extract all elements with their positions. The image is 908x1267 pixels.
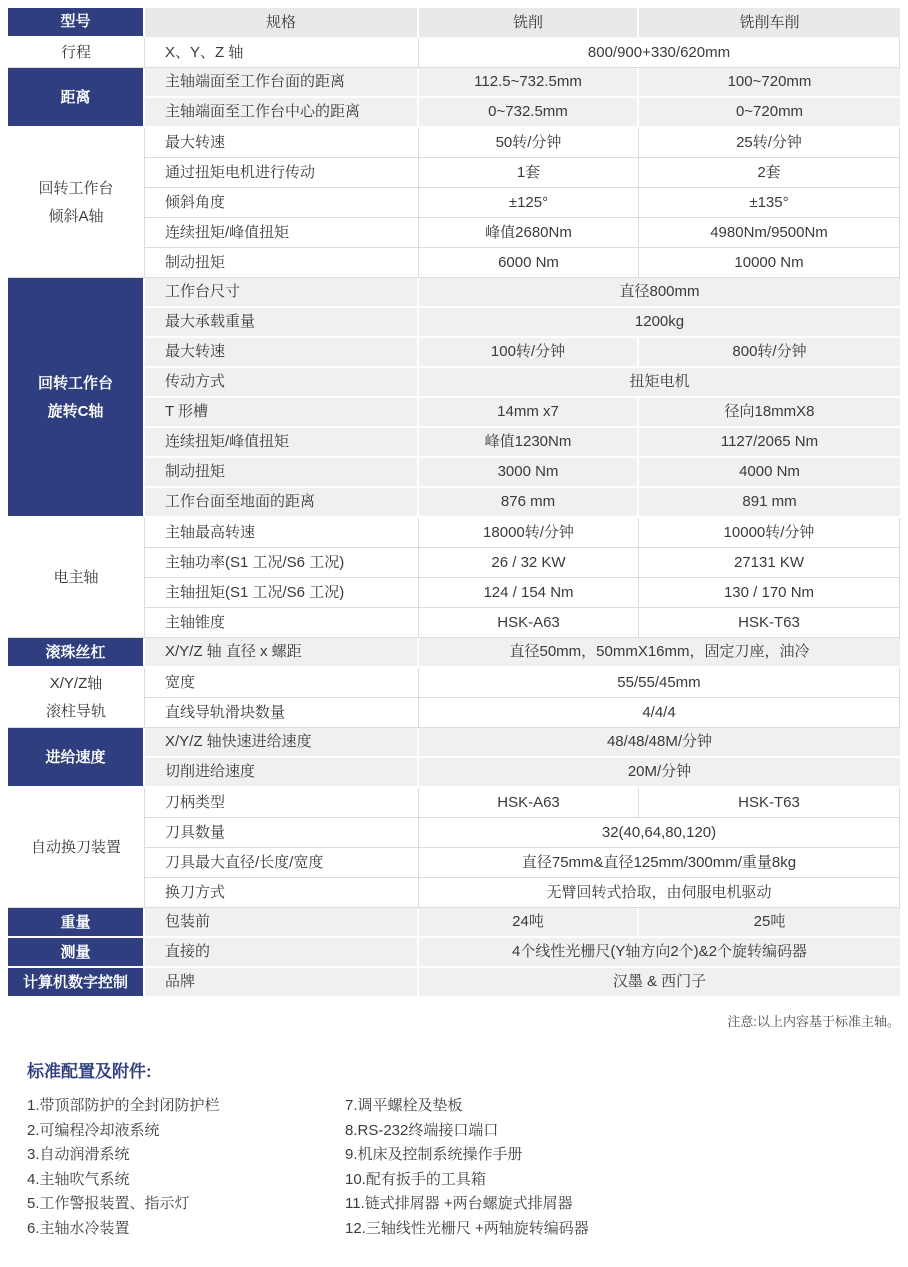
value-cell-milling: 124 / 154 Nm: [419, 578, 639, 608]
section-label-ball-screw: [8, 638, 145, 668]
header-spec-cell: 规格: [145, 8, 419, 38]
section-label-line: 距离: [60, 88, 91, 106]
spec-cell: 主轴扭矩(S1 工况/S6 工况): [145, 578, 419, 608]
value-cell-milling: 100转/分钟: [419, 338, 639, 368]
section-label-line: 进给速度: [45, 748, 106, 766]
footnote: 注意:以上内容基于标准主轴。: [727, 1014, 900, 1029]
value-cell-milling: 26 / 32 KW: [419, 548, 639, 578]
spec-cell: X、Y、Z 轴: [145, 38, 419, 68]
value-cell-mill-turn: 27131 KW: [639, 548, 900, 578]
accessories-section: [27, 1057, 900, 1241]
spec-cell: 最大转速: [145, 338, 419, 368]
accessory-item: 5.工作警报装置、指示灯: [27, 1195, 190, 1212]
section-label-line: 倾斜A轴: [48, 208, 104, 225]
spec-cell: 制动扭矩: [145, 248, 419, 278]
header-model-cell: 型号: [8, 8, 145, 38]
value-cell-span: 直径800mm: [419, 278, 900, 308]
value-cell-span: 无臂回转式拾取，由伺服电机驱动: [419, 878, 900, 908]
value-cell-milling: HSK-A63: [419, 608, 639, 638]
value-cell-mill-turn: HSK-T63: [639, 608, 900, 638]
accessory-item: 10.配有扳手的工具箱: [345, 1170, 486, 1188]
spec-cell: 主轴端面至工作台面的距离: [145, 68, 419, 98]
section-label-line: 旋转C轴: [47, 402, 104, 420]
value-cell-span: 汉墨 & 西门子: [419, 968, 900, 998]
spec-cell: 主轴端面至工作台中心的距离: [145, 98, 419, 128]
spec-cell: 换刀方式: [145, 878, 419, 908]
value-cell-mill-turn: 4000 Nm: [639, 458, 900, 488]
accessory-item: 6.主轴水冷装置: [27, 1219, 130, 1237]
value-cell-span: 20M/分钟: [419, 758, 900, 788]
spec-cell: 品牌: [145, 968, 419, 998]
value-cell-milling: 24吨: [419, 908, 639, 938]
accessory-item: 1.带顶部防护的全封闭防护栏: [27, 1097, 220, 1114]
section-label-line: 电主轴: [53, 569, 99, 586]
spec-cell: X/Y/Z 轴快速进给速度: [145, 728, 419, 758]
spec-cell: 刀柄类型: [145, 788, 419, 818]
spec-cell: 直接的: [145, 938, 419, 968]
spec-table: [8, 8, 900, 998]
section-label-auto-tool-changer: [8, 788, 145, 908]
value-cell-mill-turn: HSK-T63: [639, 788, 900, 818]
value-cell-span: 1200kg: [419, 308, 900, 338]
value-cell-mill-turn: 1127/2065 Nm: [639, 428, 900, 458]
value-cell-mill-turn: 10000 Nm: [639, 248, 900, 278]
section-label-line: 重量: [60, 913, 91, 931]
spec-cell: 最大转速: [145, 128, 419, 158]
value-cell-span: 48/48/48M/分钟: [419, 728, 900, 758]
spec-cell: 制动扭矩: [145, 458, 419, 488]
spec-cell: 连续扭矩/峰值扭矩: [145, 218, 419, 248]
accessories-title: 标准配置及附件:: [27, 1062, 152, 1081]
spec-cell: 主轴最高转速: [145, 518, 419, 548]
value-cell-milling: 峰值1230Nm: [419, 428, 639, 458]
accessory-item: 11.链式排屑器 +两台螺旋式排屑器: [345, 1195, 573, 1212]
header-milling-cell: 铣削: [419, 8, 639, 38]
spec-cell: 倾斜角度: [145, 188, 419, 218]
value-cell-milling: 3000 Nm: [419, 458, 639, 488]
section-label-line: 自动换刀装置: [30, 839, 121, 856]
accessory-item: 12.三轴线性光栅尺 +两轴旋转编码器: [345, 1219, 589, 1237]
section-label-line: 滚柱导轨: [45, 703, 106, 720]
section-label-electro-spindle: [8, 518, 145, 638]
value-cell-mill-turn: 0~720mm: [639, 98, 900, 128]
accessories-list-left: [27, 1094, 345, 1241]
value-cell-span: 800/900+330/620mm: [419, 38, 900, 68]
spec-cell: 最大承载重量: [145, 308, 419, 338]
value-cell-mill-turn: 25转/分钟: [639, 128, 900, 158]
section-label-roller-guideway: [8, 668, 145, 728]
spec-cell: 主轴功率(S1 工况/S6 工况): [145, 548, 419, 578]
section-label-line: 计算机数字控制: [22, 973, 128, 991]
section-label-travel: [8, 38, 145, 68]
section-label-cnc: [8, 968, 145, 998]
accessory-item: 4.主轴吹气系统: [27, 1170, 130, 1188]
spec-cell: 直线导轨滑块数量: [145, 698, 419, 728]
value-cell-span: 扭矩电机: [419, 368, 900, 398]
value-cell-milling: 6000 Nm: [419, 248, 639, 278]
value-cell-milling: 14mm x7: [419, 398, 639, 428]
section-label-measurement: [8, 938, 145, 968]
section-label-line: 行程: [60, 44, 91, 61]
value-cell-milling: 50转/分钟: [419, 128, 639, 158]
value-cell-mill-turn: 891 mm: [639, 488, 900, 518]
spec-cell: 切削进给速度: [145, 758, 419, 788]
value-cell-mill-turn: 2套: [639, 158, 900, 188]
spec-cell: X/Y/Z 轴 直径 x 螺距: [145, 638, 419, 668]
spec-cell: 包装前: [145, 908, 419, 938]
accessory-item: 3.自动润滑系统: [27, 1146, 130, 1163]
value-cell-milling: 18000转/分钟: [419, 518, 639, 548]
accessory-item: 8.RS-232终端接口端口: [345, 1121, 499, 1139]
value-cell-span: 4/4/4: [419, 698, 900, 728]
section-label-line: X/Y/Z轴: [49, 675, 103, 692]
value-cell-span: 4个线性光栅尺(Y轴方向2个)&2个旋转编码器: [419, 938, 900, 968]
section-label-line: 回转工作台: [37, 374, 113, 392]
value-cell-span: 直径75mm&直径125mm/300mm/重量8kg: [419, 848, 900, 878]
value-cell-mill-turn: 800转/分钟: [639, 338, 900, 368]
accessory-item: 2.可编程冷却液系统: [27, 1121, 160, 1139]
section-label-weight: [8, 908, 145, 938]
value-cell-milling: 峰值2680Nm: [419, 218, 639, 248]
spec-cell: 通过扭矩电机进行传动: [145, 158, 419, 188]
value-cell-mill-turn: 130 / 170 Nm: [639, 578, 900, 608]
spec-cell: T 形槽: [145, 398, 419, 428]
section-label-feed-rate: [8, 728, 145, 788]
value-cell-mill-turn: ±135°: [639, 188, 900, 218]
value-cell-milling: HSK-A63: [419, 788, 639, 818]
value-cell-mill-turn: 10000转/分钟: [639, 518, 900, 548]
value-cell-mill-turn: 100~720mm: [639, 68, 900, 98]
header-mill-turn-cell: 铣削车削: [639, 8, 900, 38]
accessories-list-right: [345, 1094, 663, 1241]
section-label-rotary-table-a-axis: [8, 128, 145, 278]
section-label-line: 测量: [60, 943, 91, 961]
section-label-line: 回转工作台: [38, 180, 114, 197]
accessory-item: 7.调平螺栓及垫板: [345, 1097, 463, 1114]
value-cell-mill-turn: 径向18mmX8: [639, 398, 900, 428]
spec-cell: 刀具最大直径/长度/宽度: [145, 848, 419, 878]
spec-cell: 宽度: [145, 668, 419, 698]
spec-cell: 工作台尺寸: [145, 278, 419, 308]
value-cell-milling: ±125°: [419, 188, 639, 218]
section-label-distance: [8, 68, 145, 128]
spec-cell: 工作台面至地面的距离: [145, 488, 419, 518]
value-cell-mill-turn: 25吨: [639, 908, 900, 938]
section-label-rotary-table-c-axis: [8, 278, 145, 518]
value-cell-milling: 1套: [419, 158, 639, 188]
spec-cell: 主轴锥度: [145, 608, 419, 638]
value-cell-mill-turn: 4980Nm/9500Nm: [639, 218, 900, 248]
spec-cell: 刀具数量: [145, 818, 419, 848]
value-cell-milling: 112.5~732.5mm: [419, 68, 639, 98]
value-cell-milling: 0~732.5mm: [419, 98, 639, 128]
accessories-columns: [27, 1094, 900, 1241]
accessory-item: 9.机床及控制系统操作手册: [345, 1146, 523, 1163]
value-cell-span: 32(40,64,80,120): [419, 818, 900, 848]
spec-cell: 传动方式: [145, 368, 419, 398]
section-label-line: 滚珠丝杠: [45, 643, 106, 661]
spec-cell: 连续扭矩/峰值扭矩: [145, 428, 419, 458]
value-cell-span: 直径50mm，50mmX16mm，固定刀座，油冷: [419, 638, 900, 668]
value-cell-span: 55/55/45mm: [419, 668, 900, 698]
value-cell-milling: 876 mm: [419, 488, 639, 518]
